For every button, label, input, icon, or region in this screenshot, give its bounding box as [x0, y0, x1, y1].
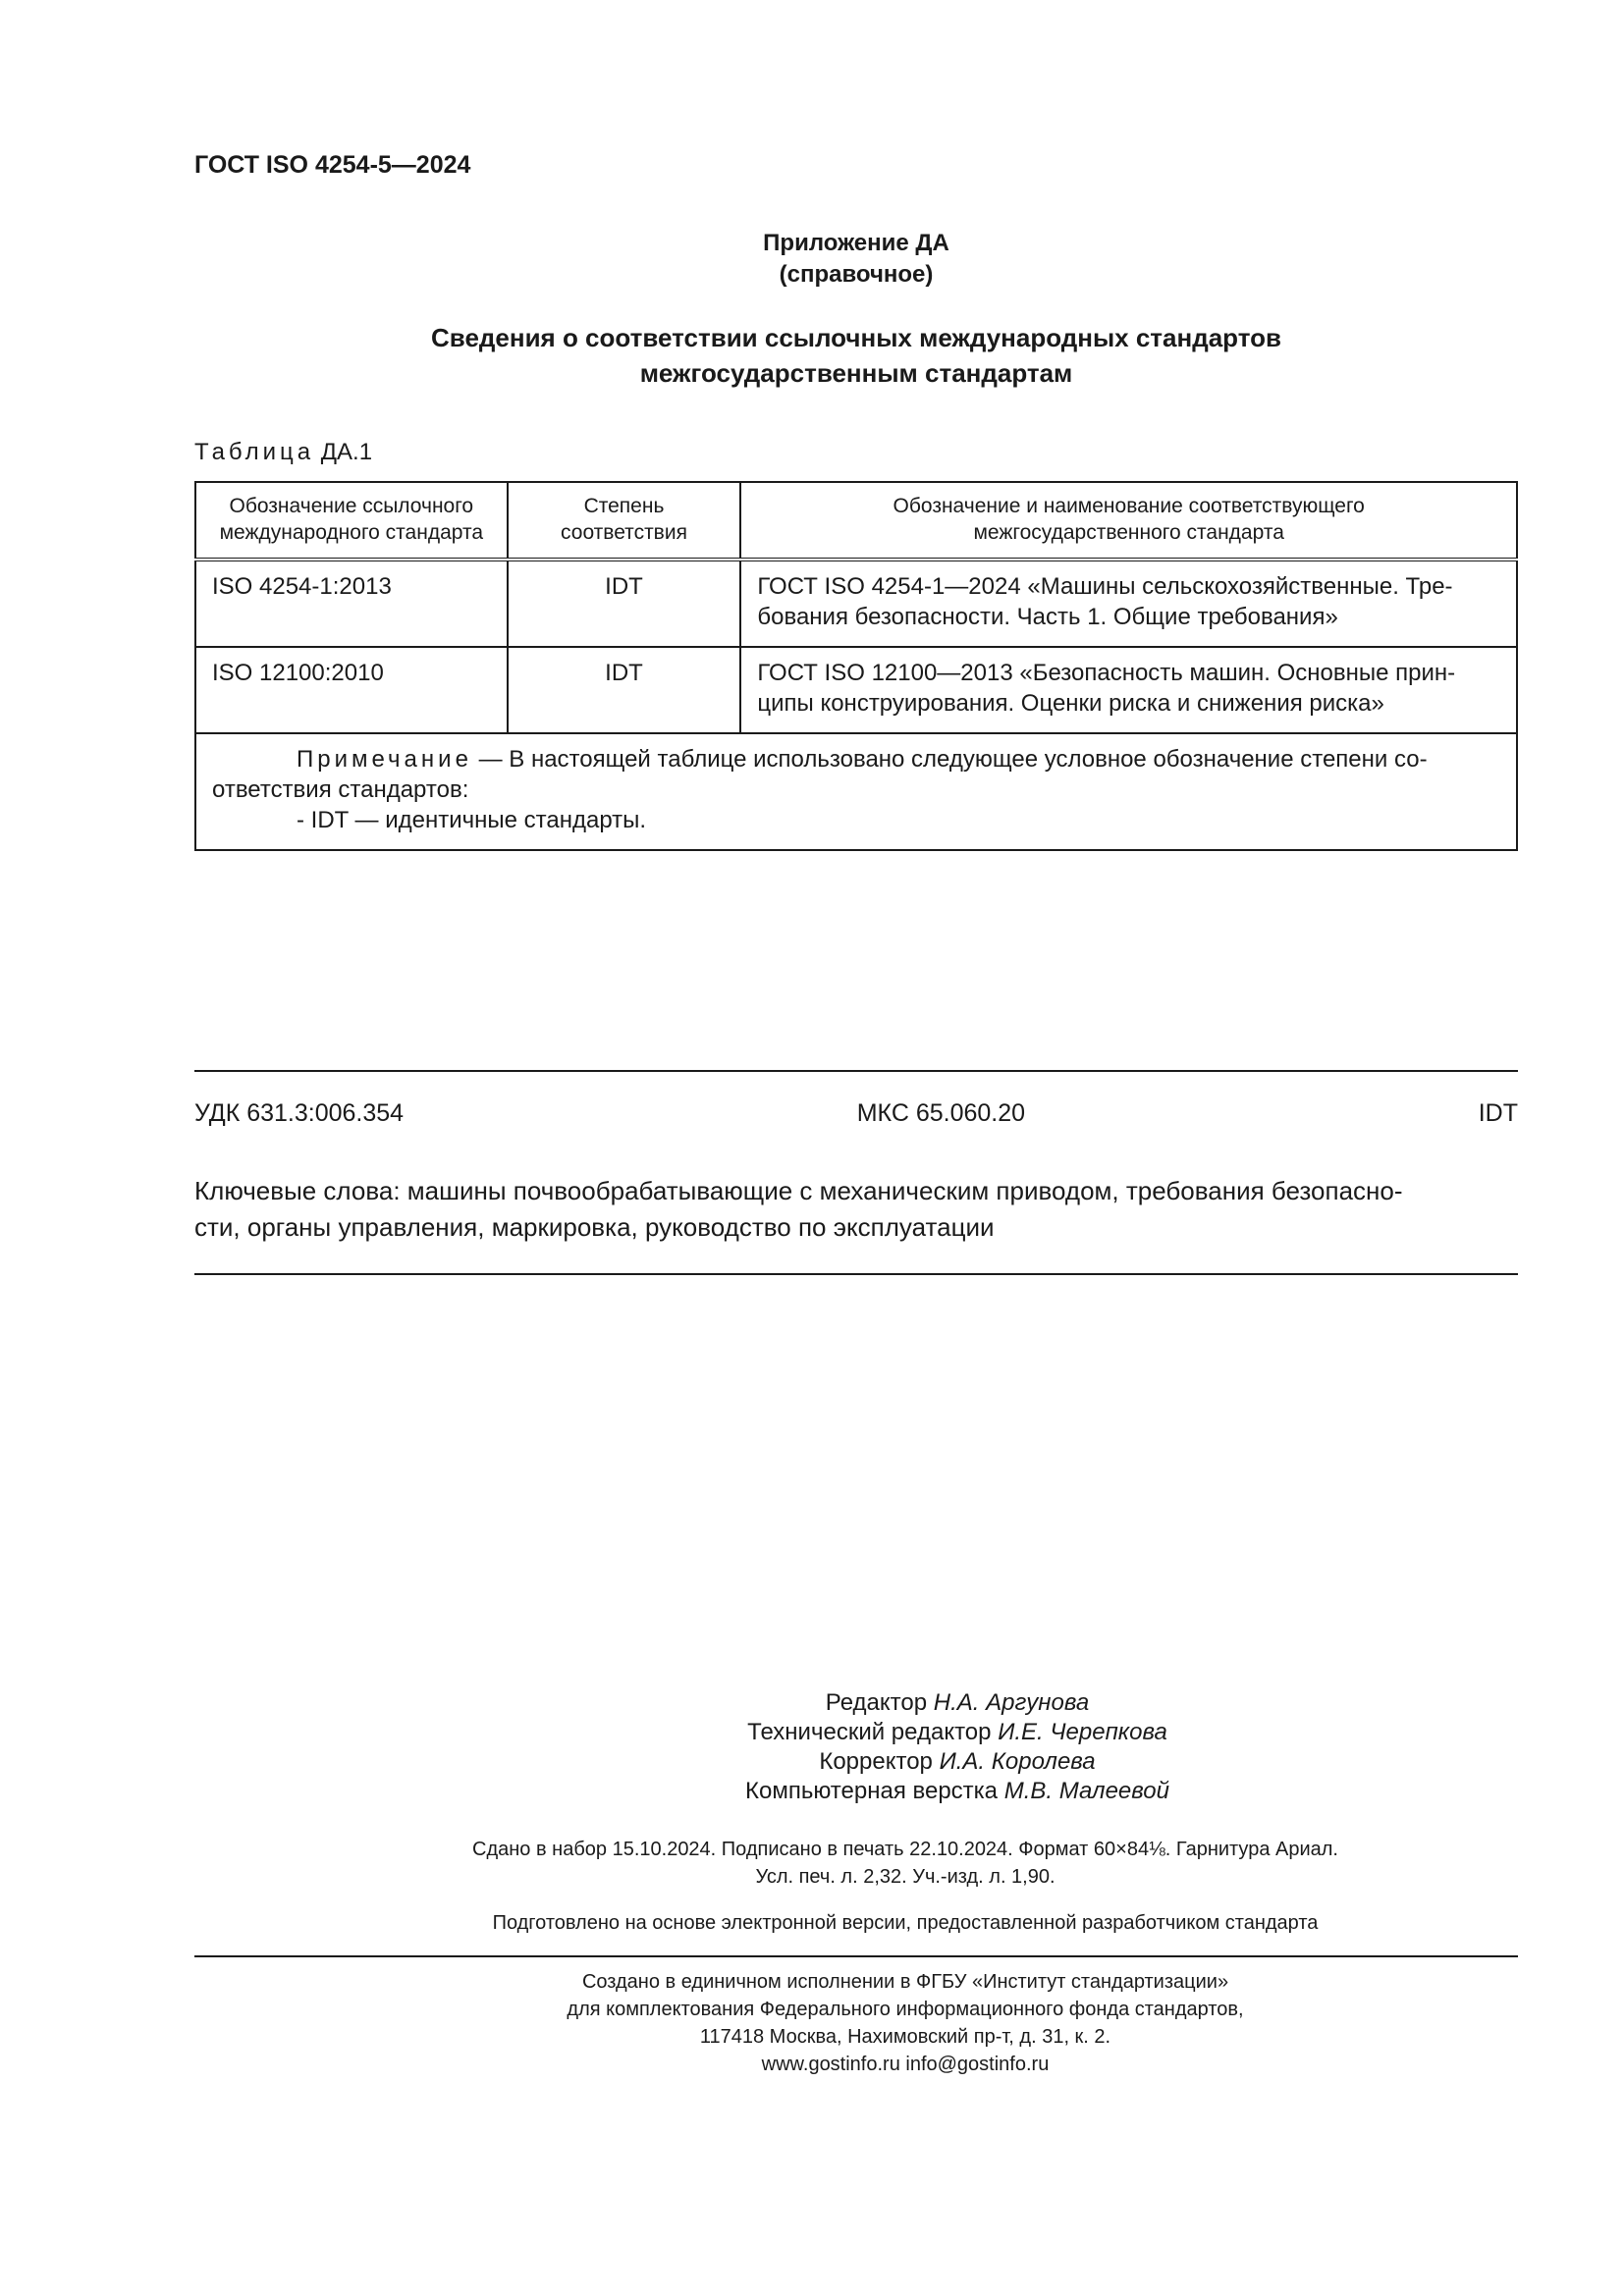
keywords-line2: сти, органы управления, маркировка, руководство по эксплуатации: [194, 1212, 995, 1242]
print-info-line1: Сдано в набор 15.10.2024. Подписано в печать 22.10.2024. Формат 60×84⅛. Гарнитура Ариал.: [472, 1839, 1338, 1860]
document-code: ГОСТ ISO 4254-5—2024: [194, 151, 471, 179]
note-label: Примечание: [297, 746, 472, 773]
table-note-row: [195, 733, 1517, 850]
divider-line: [194, 1070, 1518, 1072]
appendix-subtitle: (справочное): [779, 261, 934, 288]
reference-standards-table: [194, 481, 1518, 851]
cell-degree: IDT: [508, 560, 741, 647]
note-text: — В настоящей таблице использовано следующее условное обозначение степени со-: [478, 746, 1428, 773]
header-international-standard: Обозначение ссылочного международного стандарта: [195, 482, 508, 560]
print-info: [194, 1836, 1518, 1891]
header-interstate-standard: Обозначение и наименование соответствующего межгосударственного стандарта: [740, 482, 1517, 560]
table-caption: [194, 439, 372, 466]
section-title-line2: межгосударственным стандартам: [639, 358, 1073, 388]
credit-editor: Редактор Н.А. Аргунова: [825, 1689, 1090, 1716]
note-text-continued: ответствия стандартов:: [212, 776, 469, 803]
cell-interstate: ГОСТ ISO 12100—2013 «Безопасность машин. Основные прин- ципы конструирования. Оценки риска и снижения риска»: [740, 647, 1517, 733]
table-header-row: [195, 482, 1517, 560]
publisher-line2: для комплектования Федерального информационного фонда стандартов,: [567, 1999, 1244, 2020]
header-degree: Степень соответствия: [508, 482, 741, 560]
divider-line: [194, 1273, 1518, 1275]
degree-code: IDT: [1478, 1099, 1518, 1127]
appendix-title: Приложение ДА: [763, 230, 949, 256]
credit-technical-editor: Технический редактор И.Е. Черепкова: [747, 1719, 1167, 1745]
publisher-web: www.gostinfo.ru info@gostinfo.ru: [761, 2054, 1050, 2075]
table-caption-number: ДА.1: [320, 439, 373, 465]
cell-degree: IDT: [508, 647, 741, 733]
prepared-note: Подготовлено на основе электронной версии, предоставленной разработчиком стандарта: [492, 1912, 1319, 1934]
cell-interstate: ГОСТ ISO 4254-1—2024 «Машины сельскохозяйственные. Тре- бования безопасности. Часть 1. Общие требования»: [740, 560, 1517, 647]
table-row: [195, 560, 1517, 647]
publisher-address: 117418 Москва, Нахимовский пр-т, д. 31, к. 2.: [699, 2026, 1111, 2048]
mks-code: МКС 65.060.20: [856, 1099, 1026, 1127]
table-note: [195, 733, 1517, 850]
publisher-line1: Создано в единичном исполнении в ФГБУ «Институт стандартизации»: [581, 1971, 1229, 1993]
classification-row: [194, 1099, 1518, 1128]
publisher-block: [194, 1968, 1518, 2078]
section-heading: [194, 320, 1518, 391]
table-caption-word: Таблица: [194, 439, 315, 465]
keywords-line1: Ключевые слова: машины почвообрабатывающие с механическим приводом, требования безопасно-: [194, 1176, 1403, 1205]
divider-line: [194, 1955, 1518, 1957]
credit-proofreader: Корректор И.А. Королева: [819, 1748, 1096, 1775]
cell-international: ISO 4254-1:2013: [195, 560, 508, 647]
print-info-line2: Усл. печ. л. 2,32. Уч.-изд. л. 1,90.: [755, 1866, 1056, 1888]
note-list-item: - IDT — идентичные стандарты.: [297, 807, 647, 833]
credit-layout: Компьютерная верстка М.В. Малеевой: [745, 1778, 1169, 1804]
keywords: [194, 1173, 1518, 1246]
section-title-line1: Сведения о соответствии ссылочных международных стандартов: [431, 323, 1281, 352]
udk-code: УДК 631.3:006.354: [194, 1099, 405, 1127]
table-row: [195, 647, 1517, 733]
credits-block: [393, 1688, 1522, 1806]
appendix-heading: [194, 228, 1518, 291]
cell-international: ISO 12100:2010: [195, 647, 508, 733]
